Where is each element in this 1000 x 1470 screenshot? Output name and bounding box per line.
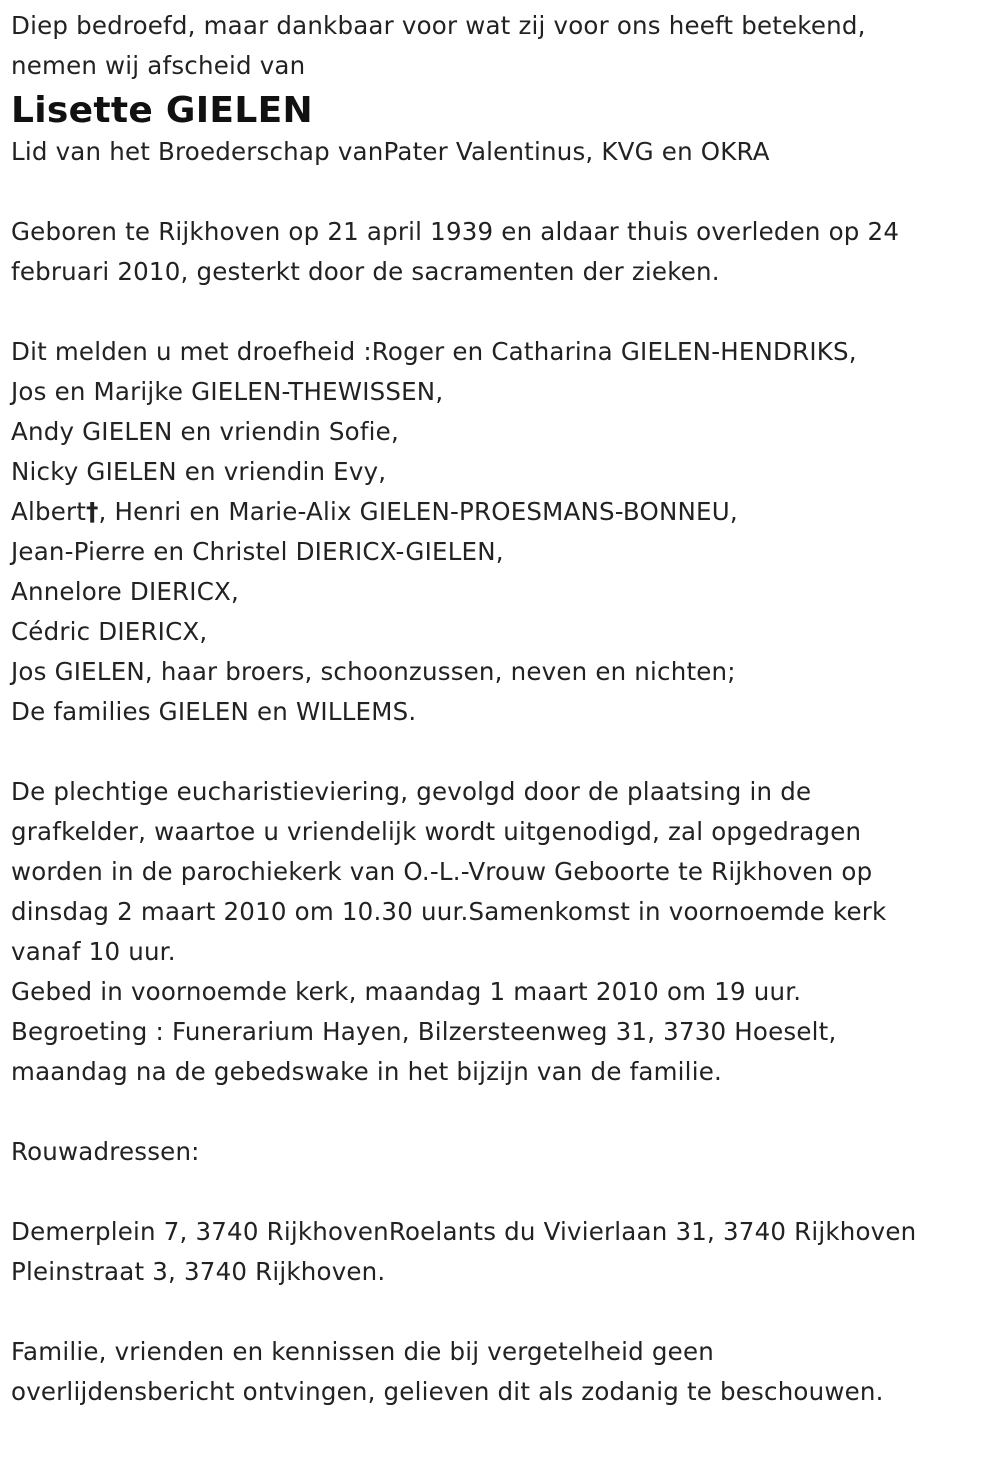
membership-line: Lid van het Broederschap vanPater Valentinus, KVG en OKRA (11, 137, 770, 166)
mourner-line-albert (11, 492, 991, 532)
spacer (11, 732, 991, 772)
closing-line-1: Familie, vrienden en kennissen die bij vergetelheid geen (11, 1337, 714, 1366)
mourner-line: Jos GIELEN, haar broers, schoonzussen, neven en nichten; (11, 657, 736, 686)
deceased-name: Lisette GIELEN (11, 90, 313, 131)
mourner-line: De families GIELEN en WILLEMS. (11, 697, 417, 726)
closing-line-2: overlijdensbericht ontvingen, gelieven dit als zodanig te beschouwen. (11, 1377, 884, 1406)
spacer (11, 172, 991, 212)
greeting-line: maandag na de gebedswake in het bijzijn van de familie. (11, 1057, 722, 1086)
albert-rest: , Henri en Marie-Alix GIELEN-PROESMANS-BONNEU, (98, 497, 738, 526)
ceremony-line: vanaf 10 uur. (11, 937, 176, 966)
addresses-heading: Rouwadressen: (11, 1137, 200, 1166)
cross-icon: † (86, 497, 99, 526)
address-line-1: Demerplein 7, 3740 RijkhovenRoelants du Vivierlaan 31, 3740 Rijkhoven (11, 1217, 917, 1246)
albert-name: Albert (11, 497, 87, 526)
mourner-line: Annelore DIERICX, (11, 577, 239, 606)
mourner-line: Cédric DIERICX, (11, 617, 208, 646)
ceremony-line: grafkelder, waartoe u vriendelijk wordt uitgenodigd, zal opgedragen (11, 817, 862, 846)
mourner-line: Jean-Pierre en Christel DIERICX-GIELEN, (11, 537, 504, 566)
mourners-intro: Dit melden u met droefheid :Roger en Catharina GIELEN-HENDRIKS, (11, 337, 857, 366)
obituary-document (11, 6, 991, 1412)
birth-death-line-2: februari 2010, gesterkt door de sacramenten der zieken. (11, 257, 720, 286)
spacer (11, 1292, 991, 1332)
ceremony-line: worden in de parochiekerk van O.-L.-Vrouw Geboorte te Rijkhoven op (11, 857, 873, 886)
birth-death-line-1: Geboren te Rijkhoven op 21 april 1939 en aldaar thuis overleden op 24 (11, 217, 900, 246)
ceremony-line: dinsdag 2 maart 2010 om 10.30 uur.Samenkomst in voornoemde kerk (11, 897, 887, 926)
intro-line-2: nemen wij afscheid van (11, 51, 306, 80)
spacer (11, 292, 991, 332)
ceremony-line: De plechtige eucharistieviering, gevolgd door de plaatsing in de (11, 777, 812, 806)
spacer (11, 1092, 991, 1132)
mourner-line: Nicky GIELEN en vriendin Evy, (11, 457, 387, 486)
mourner-line: Jos en Marijke GIELEN-THEWISSEN, (11, 377, 444, 406)
prayer-line: Gebed in voornoemde kerk, maandag 1 maart 2010 om 19 uur. (11, 977, 802, 1006)
spacer (11, 1172, 991, 1212)
greeting-line: Begroeting : Funerarium Hayen, Bilzersteenweg 31, 3730 Hoeselt, (11, 1017, 837, 1046)
address-line-2: Pleinstraat 3, 3740 Rijkhoven. (11, 1257, 386, 1286)
mourner-line: Andy GIELEN en vriendin Sofie, (11, 417, 399, 446)
intro-line-1: Diep bedroefd, maar dankbaar voor wat zij voor ons heeft betekend, (11, 11, 866, 40)
